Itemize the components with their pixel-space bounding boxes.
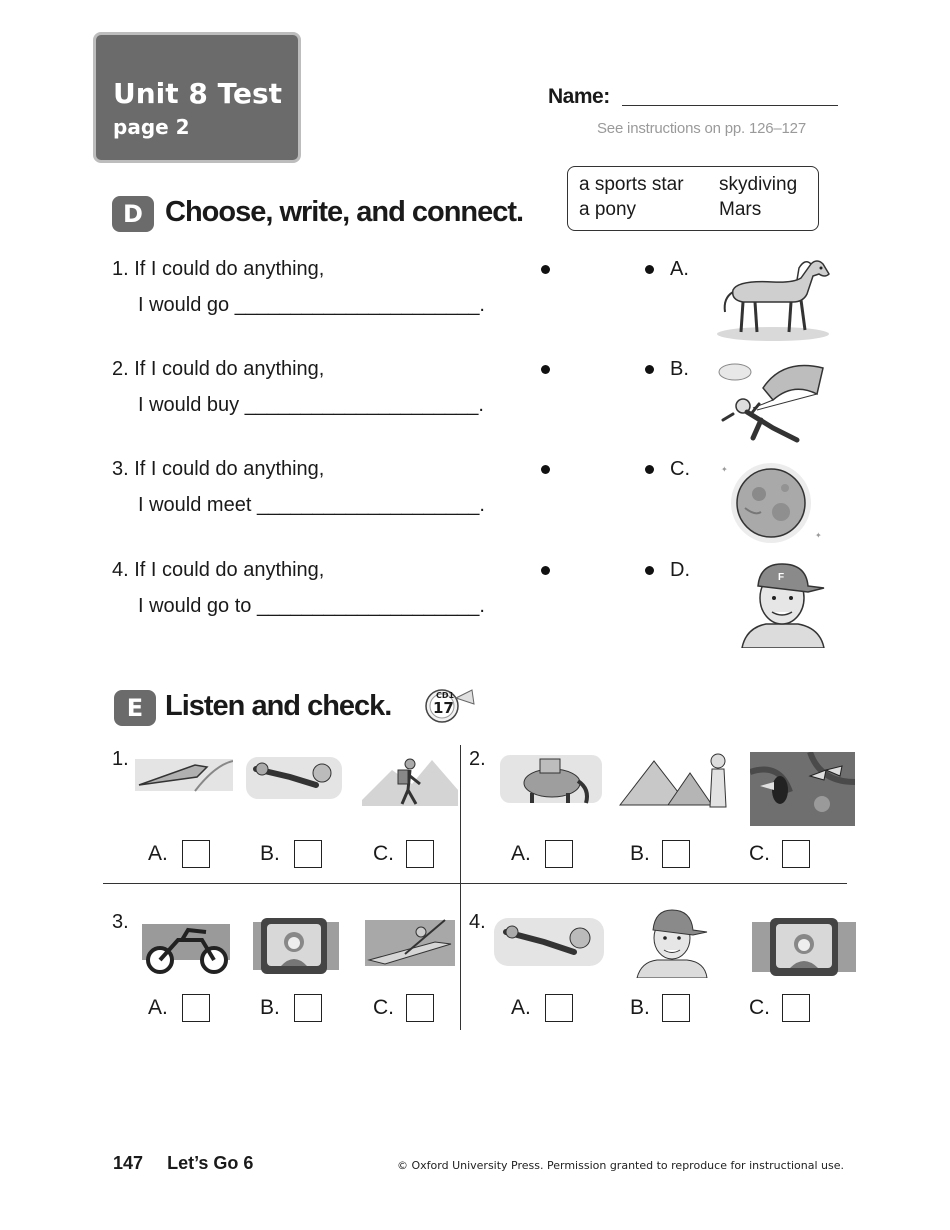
item-2-checkbox-a[interactable] bbox=[545, 840, 573, 868]
name-label: Name: bbox=[548, 85, 610, 108]
section-e-badge: E bbox=[114, 690, 156, 726]
item-1-checkbox-a[interactable] bbox=[182, 840, 210, 868]
item-1-checkbox-c[interactable] bbox=[406, 840, 434, 868]
word-bank-item: skydiving bbox=[719, 174, 798, 195]
item-1-choice-c-label: C. bbox=[373, 842, 394, 865]
item-3-number: 3. bbox=[112, 911, 129, 933]
elephant-icon bbox=[500, 745, 602, 807]
question-2-prompt: 2. If I could do anything, bbox=[112, 358, 325, 380]
connect-dot-left[interactable] bbox=[541, 365, 550, 374]
question-2-blank[interactable]: I would buy _____________________. bbox=[138, 394, 484, 416]
connect-dot-right[interactable] bbox=[645, 365, 654, 374]
planet-icon bbox=[715, 458, 829, 548]
item-4-number: 4. bbox=[469, 911, 486, 933]
book-title: Let’s Go 6 bbox=[167, 1153, 254, 1173]
item-2-choice-b-label: B. bbox=[630, 842, 650, 865]
question-1-prompt: 1. If I could do anything, bbox=[112, 258, 325, 280]
option-b-label: B. bbox=[670, 358, 689, 380]
item-1-choice-b-label: B. bbox=[260, 842, 280, 865]
item-2-checkbox-b[interactable] bbox=[662, 840, 690, 868]
option-a-label: A. bbox=[670, 258, 689, 280]
connect-dot-right[interactable] bbox=[645, 265, 654, 274]
unit-header-tab bbox=[93, 32, 301, 163]
item-4-checkbox-c[interactable] bbox=[782, 994, 810, 1022]
skydiver-icon bbox=[713, 358, 831, 450]
item-3-checkbox-c[interactable] bbox=[406, 994, 434, 1022]
item-3-choice-b-label: B. bbox=[260, 996, 280, 1019]
option-c-label: C. bbox=[670, 458, 690, 480]
item-2-checkbox-c[interactable] bbox=[782, 840, 810, 868]
grid-vertical-divider bbox=[460, 745, 461, 1030]
cd-track-number: 17 bbox=[433, 699, 454, 717]
item-3-choice-a-label: A. bbox=[148, 996, 168, 1019]
svg-text:✦: ✦ bbox=[815, 531, 822, 540]
section-d-title: Choose, write, and connect. bbox=[165, 196, 524, 228]
page-number: 147 bbox=[113, 1153, 144, 1173]
item-3-choice-c-label: C. bbox=[373, 996, 394, 1019]
item-2-choice-a-label: A. bbox=[511, 842, 531, 865]
word-bank-item: Mars bbox=[719, 199, 762, 220]
item-4-choice-a-label: A. bbox=[511, 996, 531, 1019]
scuba-diver-icon bbox=[494, 914, 604, 972]
tv-star-icon bbox=[253, 918, 339, 974]
scuba-diver-icon bbox=[246, 753, 342, 803]
question-3-blank[interactable]: I would meet ____________________. bbox=[138, 494, 485, 516]
cd-label: CD1 bbox=[436, 691, 455, 700]
rocket-icon bbox=[135, 755, 233, 795]
copyright-notice: © Oxford University Press. Permission granted to reproduce for instructional use. bbox=[397, 1159, 845, 1172]
grid-horizontal-divider bbox=[103, 883, 847, 884]
kayak-icon bbox=[365, 914, 455, 970]
hiker-icon bbox=[362, 750, 458, 806]
item-2-choice-c-label: C. bbox=[749, 842, 770, 865]
item-1-checkbox-b[interactable] bbox=[294, 840, 322, 868]
item-2-number: 2. bbox=[469, 748, 486, 770]
word-bank bbox=[567, 166, 819, 231]
baseball-player-icon bbox=[633, 908, 711, 978]
unit-title: Unit 8 Test bbox=[113, 77, 283, 110]
tv-star-icon bbox=[752, 918, 856, 976]
item-3-checkbox-a[interactable] bbox=[182, 994, 210, 1022]
section-e-title: Listen and check. bbox=[165, 690, 392, 722]
connect-dot-right[interactable] bbox=[645, 465, 654, 474]
connect-dot-left[interactable] bbox=[541, 265, 550, 274]
item-4-checkbox-a[interactable] bbox=[545, 994, 573, 1022]
question-1-blank[interactable]: I would go ______________________. bbox=[138, 294, 485, 316]
word-bank-item: a sports star bbox=[579, 174, 684, 195]
question-4-prompt: 4. If I could do anything, bbox=[112, 559, 325, 581]
question-4-blank[interactable]: I would go to ____________________. bbox=[138, 595, 485, 617]
motorcycle-icon bbox=[142, 910, 232, 974]
pyramids-icon bbox=[618, 745, 736, 809]
item-4-choice-c-label: C. bbox=[749, 996, 770, 1019]
footer-page-info bbox=[113, 1153, 253, 1174]
unit-page: page 2 bbox=[113, 115, 190, 139]
item-1-choice-a-label: A. bbox=[148, 842, 168, 865]
svg-text:✦: ✦ bbox=[721, 465, 728, 474]
option-d-label: D. bbox=[670, 559, 690, 581]
connect-dot-left[interactable] bbox=[541, 465, 550, 474]
name-write-line[interactable] bbox=[622, 105, 838, 106]
word-bank-item: a pony bbox=[579, 199, 637, 220]
connect-dot-left[interactable] bbox=[541, 566, 550, 575]
item-4-choice-b-label: B. bbox=[630, 996, 650, 1019]
item-3-checkbox-b[interactable] bbox=[294, 994, 322, 1022]
horse-icon bbox=[713, 250, 831, 342]
section-d-badge: D bbox=[112, 196, 154, 232]
baseball-player-icon bbox=[736, 560, 828, 648]
instructions-reference: See instructions on pp. 126–127 bbox=[597, 120, 806, 137]
item-1-number: 1. bbox=[112, 748, 129, 770]
connect-dot-right[interactable] bbox=[645, 566, 654, 575]
svg-text:F: F bbox=[778, 572, 785, 583]
question-3-prompt: 3. If I could do anything, bbox=[112, 458, 325, 480]
rainforest-icon bbox=[750, 752, 855, 826]
item-4-checkbox-b[interactable] bbox=[662, 994, 690, 1022]
